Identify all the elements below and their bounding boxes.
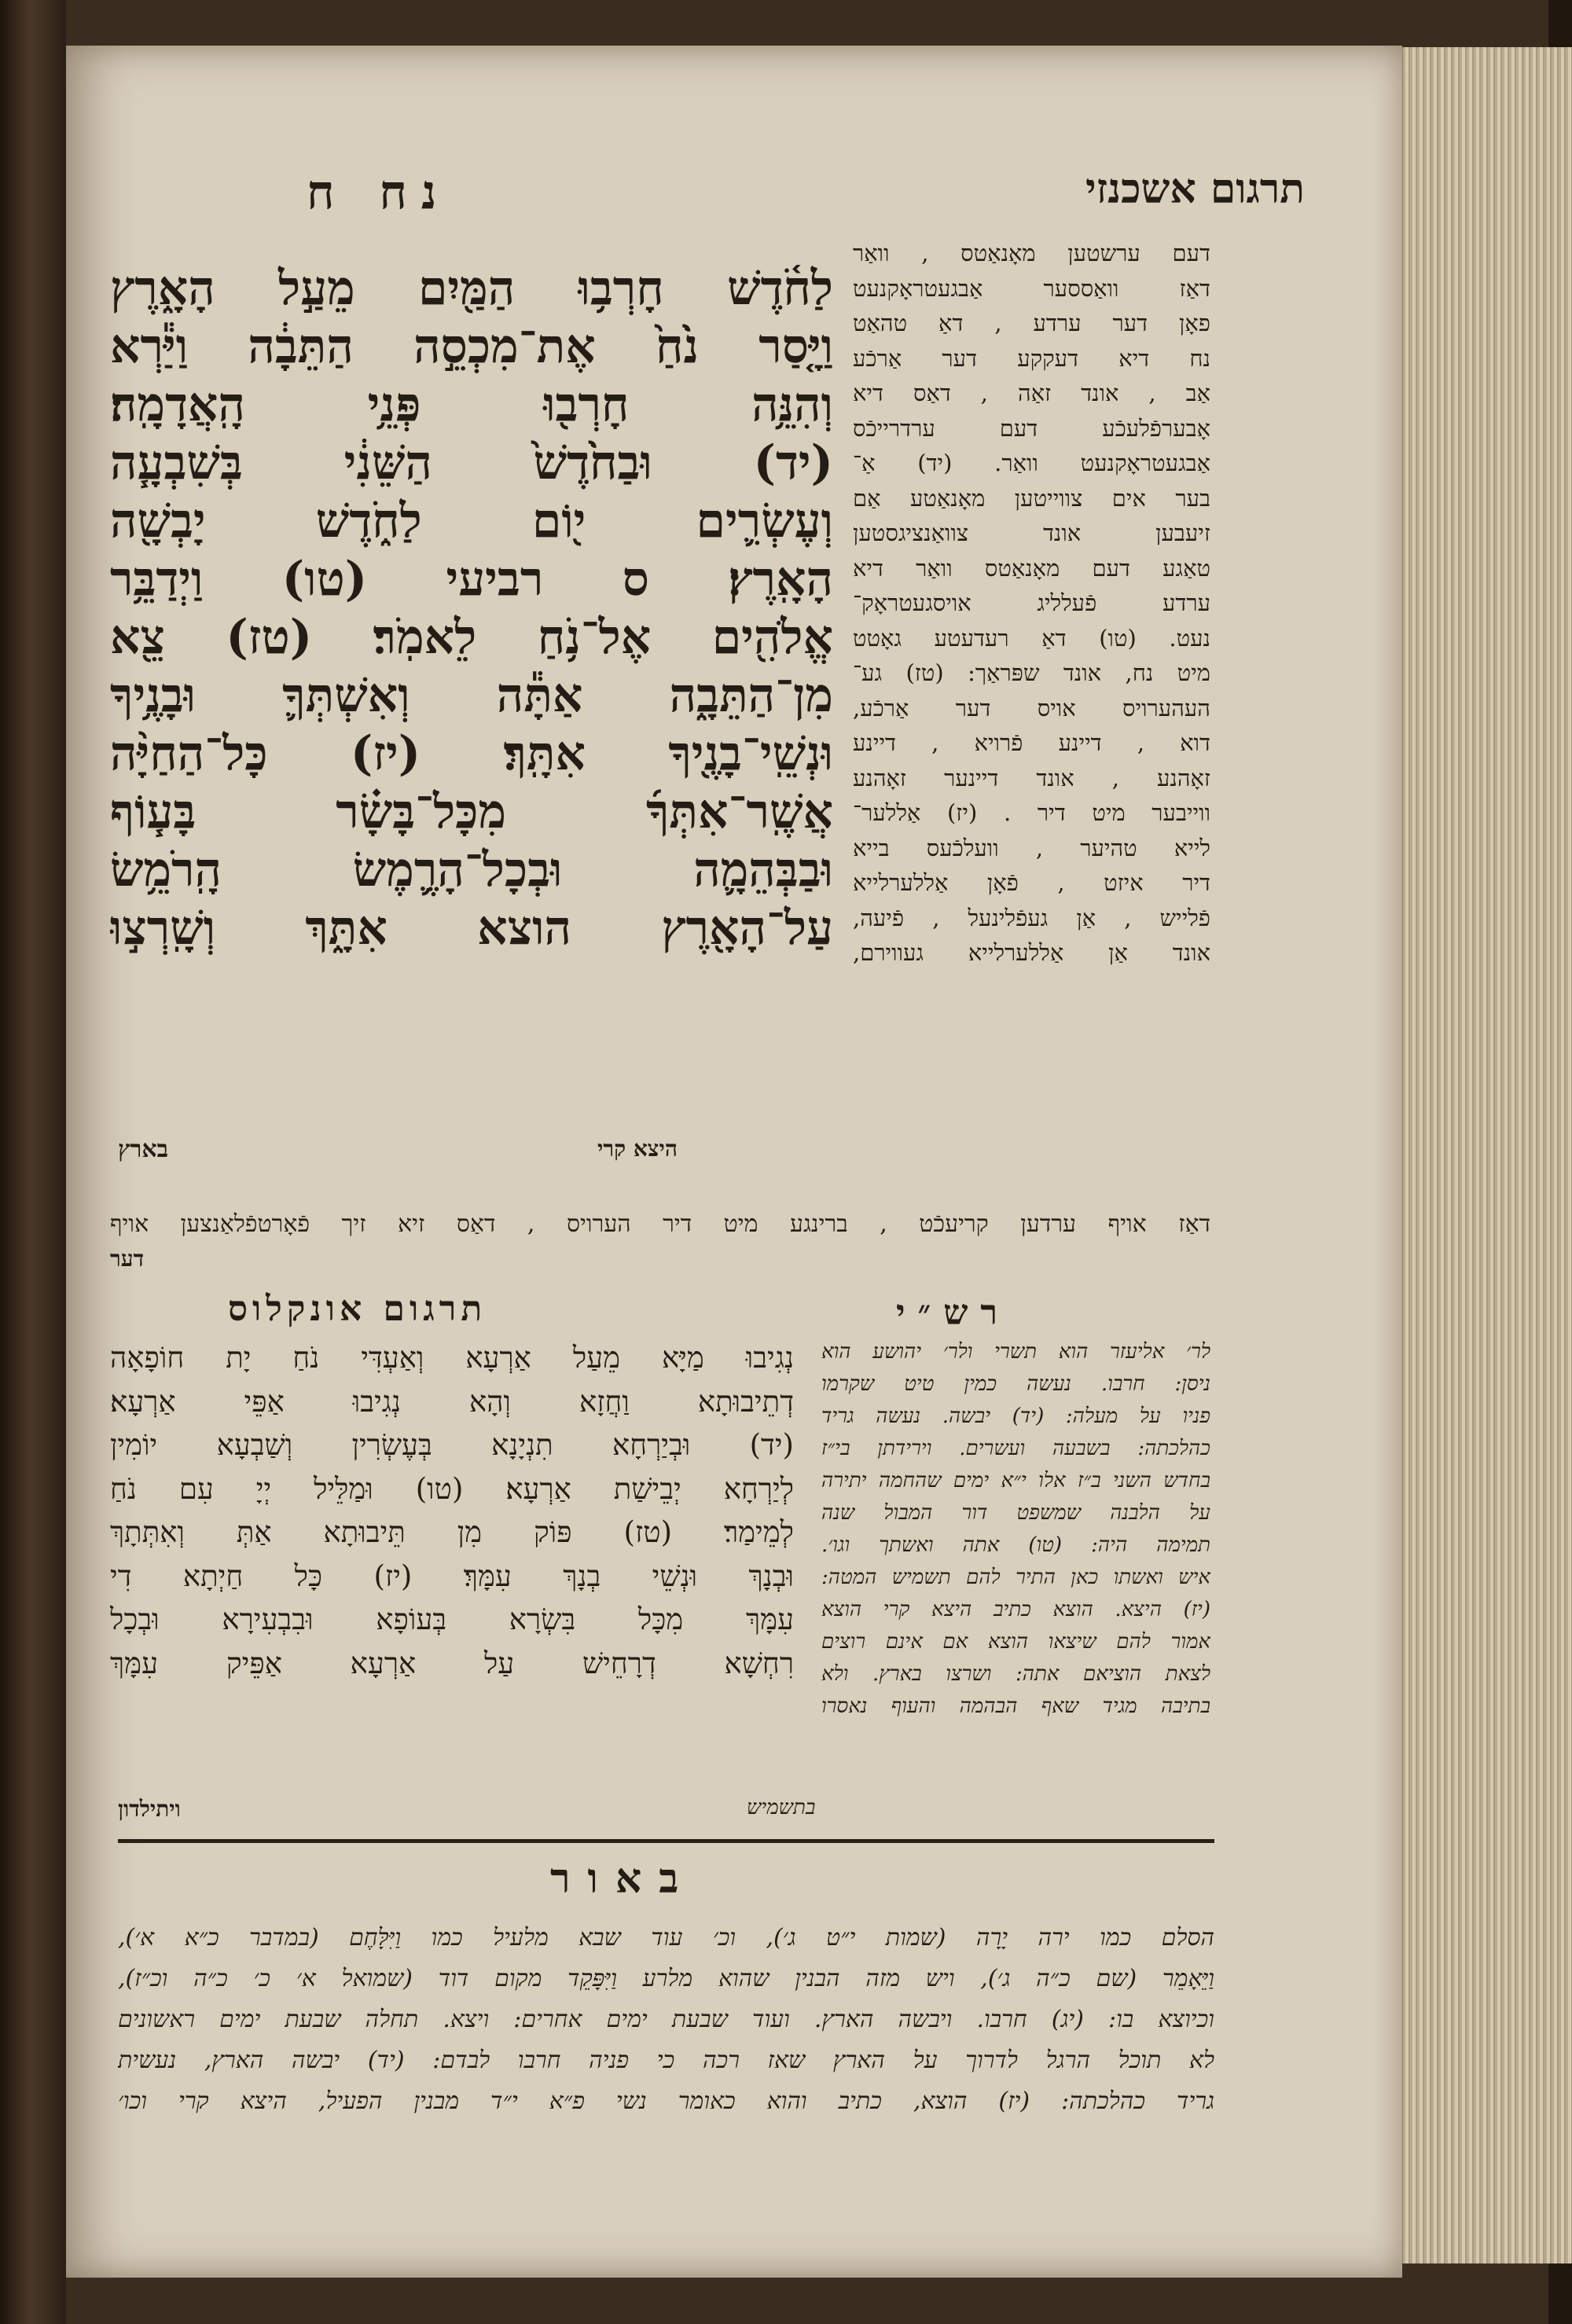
yiddish-wide-line: דאַז אויף ערדען קריעכֿט , ברינגע מיט דיר הערויס , דאַס זיא זיך פֿאָרטפֿלאַנצען אויף (110, 1210, 1210, 1238)
torah-line: אֱלֹהִ֖ים אֶל־נֹ֥חַ לֵאמֹֽר׃ (טז) צֵ֖א (110, 610, 833, 665)
rashi-line: אמור להם שיצאו הוצא אם אינם רוצים (821, 1630, 1210, 1654)
yiddish-line: ווייבער מיט דיר . (יז) אַללער־ (853, 799, 1210, 826)
yiddish-translation-column (853, 236, 1210, 971)
yiddish-line: דעם ערשטען מאָנאַטס , וואַר (853, 240, 1210, 266)
torah-catchword: בארץ (118, 1136, 169, 1163)
torah-line: וְעֶשְׂרִ֛ים י֖וֹם לַחֹ֑דֶשׁ יָבְשָׁ֖ה (110, 494, 833, 549)
yiddish-line: פֿלייש , אַן געפֿלינעל , פֿיעה, (853, 904, 1210, 931)
onkelos-title: תרגום אונקלוס (228, 1289, 487, 1329)
torah-line: הָאָֽרֶץ׃ ס רביעי (טו) וַיְדַבֵּ֥ר (110, 552, 833, 607)
onkelos-line: רִחְשָׁא דְרָחֵישׁ עַל אַרְעָא אַפֵּיק עִמָּךְ (110, 1646, 794, 1680)
yiddish-line: פאָן דער ערדע , דאַ טהאַט (853, 310, 1210, 336)
yiddish-line: בער אים צווייטען מאָנאַטע אַם (853, 484, 1210, 512)
rashi-line: בחדש השני ב״ז אלו י״א ימים שהחמה יתירה (821, 1469, 1210, 1492)
onkelos-catchword: ויתילדון (118, 1796, 181, 1822)
yiddish-line: זאָהנע , אונד דיינער זאָהנע (853, 764, 1210, 791)
biur-line: הסלם כמו ירה יָרָה (שמות י״ט ג׳), וכ׳ עוד שבא מלעיל כמו וַיִּלָּחֶם (במדבר כ״א א׳), (118, 1924, 1214, 1951)
torah-line: וַיָּ֤סַר נֹ֙חַ֙ אֶת־מִכְסֵ֣ה הַתֵּבָ֔ה וַיַּ֕רְא (110, 319, 833, 374)
yiddish-line: דוא , דיינע פֿרויא , דיינע (853, 729, 1210, 756)
rashi-line: כהלכתה: בשבעה ועשרים. וירידתן בי״ז (821, 1437, 1210, 1460)
rashi-line: לר׳ אליעזר הוא תשרי ולר׳ יהושע הוא (821, 1340, 1210, 1364)
rashi-line: (יז) היצא. הוצא כתיב היצא קרי הוצא (821, 1598, 1210, 1621)
onkelos-line: לְמֵימַר׃ (טז) פּוֹק מִן תֵּיבוּתָא אַתְּ וְאִתְּתָךְ (110, 1515, 794, 1549)
rashi-line: על הלבנה שמשפט דור המבול שנה (821, 1501, 1210, 1525)
rashi-title: רש״י (896, 1293, 1011, 1333)
book-binding (0, 0, 66, 2324)
onkelos-line: (יד) וּבְיַרְחָא תִנְיָנָא בְּעֶשְׂרִין וְשַׁבְעָא יוֹמִין (110, 1428, 794, 1462)
biur-title: באור (550, 1855, 696, 1903)
page-fore-edge (1401, 47, 1572, 2263)
yiddish-line: נעט. (טו) דאַ רעדעטע גאָטט (853, 624, 1210, 652)
rashi-column (821, 1336, 1210, 1723)
yiddish-line: ערדע פֿעלליג אויסגעטראָק־ (853, 589, 1210, 616)
biur-commentary (118, 1918, 1214, 2122)
onkelos-line: דְתֵיבוּתָא וַחֲזָא וְהָא נְגִיבוּ אַפֵּי אַרְעָא׃ (110, 1384, 794, 1419)
yiddish-line: מיט נח, אונד שפּראַך: (טז) גע־ (853, 659, 1210, 686)
biur-line: לא תוכל הרגל לדרוך על הארץ שאז רכה כי פניה חרבו לבדם: (יד) יבשה הארץ, נעשית (118, 2047, 1214, 2074)
yiddish-line: אַב , אונד זאַה , דאַס דיא (853, 380, 1210, 406)
rashi-line: פניו על מעלה: (יד) יבשה. נעשה גריד (821, 1404, 1210, 1428)
rashi-line: בתיבה מגיד שאף הבהמה והעוף נאסרו (821, 1694, 1210, 1718)
onkelos-column (110, 1336, 794, 1685)
torah-line: וּנְשֵֽׁי־בָנֶ֖יךָ אִתָּֽךְ׃ (יז) כָּל־הַחַיָּ֨ה (110, 726, 833, 781)
rashi-line: איש ואשתו כאן התיר להם תשמיש המטה: (821, 1566, 1210, 1589)
torah-line: וּבַבְּהֵמָ֛ה וּבְכָל־הָרֶ֛מֶשׂ הָֽרֹמֵ֥שׂ (110, 843, 833, 898)
onkelos-line: לְיַרְחָא יְבֵישַׁת אַרְעָא׃ (טו) וּמַלֵּיל יְיָ עִם נֹחַ (110, 1471, 794, 1506)
torah-kri-note: היצא קרי (597, 1136, 678, 1162)
torah-line: אֲשֶֽׁר־אִתְּךָ֜ מִכָּל־בָּשָׂ֗ר בָּע֧וֹף (110, 784, 833, 839)
yiddish-line: אַבגעטראָקנעט וואַר. (יד) אַ־ (853, 450, 1210, 476)
onkelos-line: נְגִיבוּ מַיָּא מֵעַל אַרְעָא וְאַעְדִּי נֹחַ יָת חוֹפָאָה (110, 1341, 794, 1375)
yiddish-line: זיעבען אונד צוואַנציגסטען (853, 520, 1210, 546)
torah-line: וְהִנֵּ֥ה חָרְב֖וּ פְּנֵ֥י הָֽאֲדָמָֽה׃ (110, 377, 833, 432)
rashi-catchword: בתשמיש (747, 1796, 816, 1819)
biur-line: וכיוצא בו: (יג) חרבו. ויבשה הארץ. ועוד שבעת ימים אחרים: ויצא. תחלה שבעת ימים ראשונים (118, 2006, 1214, 2033)
yiddish-line: נח דיא דעקקע דער אַרכֿע (853, 344, 1210, 372)
torah-line: לַחֹ֫דֶשׁ חָרְב֥וּ הַמַּ֖יִם מֵעַ֣ל הָאָ֑רֶץ (110, 261, 833, 316)
rashi-line: ניסן: חרבו. נעשה כמין טיט שקרמו (821, 1372, 1210, 1396)
yiddish-line: דיר איזט , פֿאָן אַללערלייא (853, 869, 1210, 896)
rashi-line: לצאת הוציאם אתה: ושרצו בארץ. ולא (821, 1662, 1210, 1686)
yiddish-line: טאַגע דעם מאָנאַטס וואַר דיא (853, 554, 1210, 582)
section-divider (118, 1839, 1214, 1843)
torah-line: מִן־הַתֵּבָ֑ה אַתָּ֕ה וְאִשְׁתְּךָ֛ וּבָנֶ֥יךָ (110, 668, 833, 723)
torah-line: (יד) וּבַחֹ֙דֶשׁ֙ הַשֵּׁנִ֔י בְּשִׁבְעָ֧ה (110, 435, 833, 490)
biur-line: גריד כהלכתה: (יז) הוצא, כתיב והוא כאומר נשי פ״א י״ד מבנין הפעיל, היצא קרי וכו׳ (118, 2087, 1214, 2115)
yiddish-line: אונד אַן אַללערלייא געווירם, (853, 939, 1210, 966)
yiddish-line: דאַז וואַססער אַבגעטראָקנעט (853, 274, 1210, 302)
header-targum-ashkenazi: תרגום אשכנזי (1085, 165, 1305, 213)
onkelos-line: עִמָּךְ מִכָּל בִּשְׂרָא בְּעוֹפָא וּבִבְעִירָא וּבְכָל (110, 1603, 794, 1636)
torah-text-column (110, 259, 833, 957)
biur-line: וַיֵּאָמֵר (שם כ״ה ג׳), ויש מזה הבנין שהוא מלרע וַיִּפָּקֵד מקום דוד (שמואל א׳ כ׳ כ״ה וכ״ז), (118, 1965, 1214, 1992)
onkelos-line: וּבְנָךְ וּנְשֵׁי בְנָךְ עִמָּךְ׃ (יז) כָּל חַיְתָא דִי (110, 1559, 794, 1593)
header-parashah-chapter: נח ח (307, 165, 451, 220)
rashi-line: תמימה היה: (טו) אתה ואשתך וגו׳. (821, 1533, 1210, 1557)
yiddish-line: לייא טהיער , וועלכֿעס בייא (853, 834, 1210, 861)
yiddish-line: אָבערפֿלעכֿע דעם ערדרייכֿס (853, 414, 1210, 442)
yiddish-line: העהערויס אויס דער אַרכֿע, (853, 694, 1210, 721)
torah-line: עַל־הָאָ֖רֶץ הוצא אִתָּ֑ךְ וְשָֽׁרְצ֣וּ (110, 901, 833, 956)
yiddish-catchword: דער (110, 1246, 145, 1272)
